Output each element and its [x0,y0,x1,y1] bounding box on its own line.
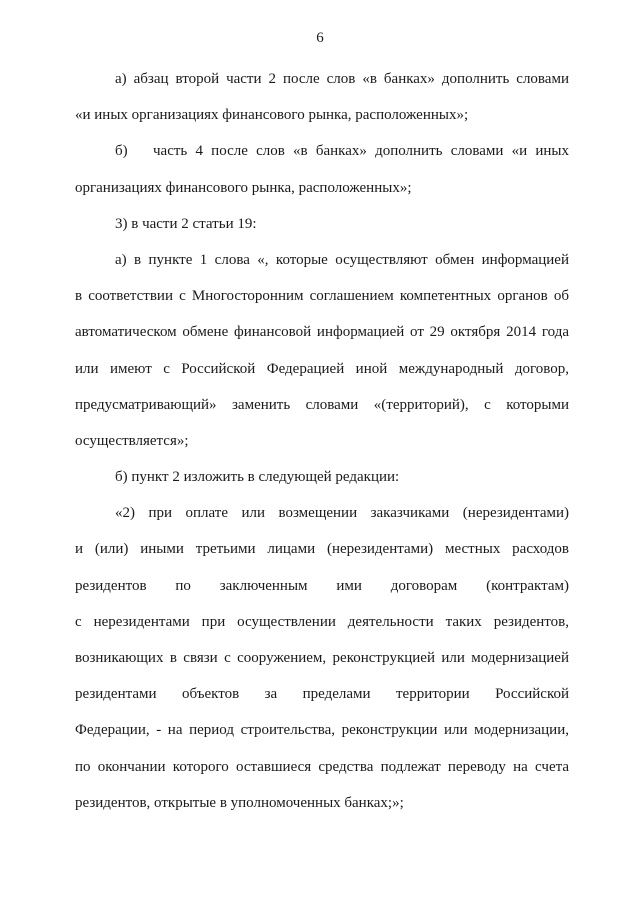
text-line: а) абзац второй части 2 после слов «в банках» дополнить словами [115,71,569,87]
text-line: с нерезидентами при осуществлении деятельности таких резидентов, [75,613,569,630]
paragraph-item-b [75,137,569,209]
text-line: осуществляется»; [75,432,189,449]
paragraph-quoted-text [75,499,569,825]
text-line: или имеют с Российской Федерацией иной международный договор, [75,360,569,377]
text-line: и (или) иными третьими лицами (нерезидентами) местных расходов [75,541,569,558]
text-line: 3) в части 2 статьи 19: [115,215,257,232]
text-line: «2) при оплате или возмещении заказчиками (нерезидентами) [115,505,569,522]
text-line: «и иных организациях финансового рынка, расположенных»; [75,107,469,124]
text-line: резидентов, открытые в уполномоченных банках;»; [75,794,404,811]
paragraph-item-a [75,65,569,137]
text-line: б) пункт 2 изложить в следующей редакции: [115,469,400,486]
paragraph-item-3a [75,246,569,463]
text-line: автоматическом обмене финансовой информацией от 29 октября 2014 года [75,324,569,341]
text-line: в соответствии с Многосторонним соглашением компетентных органов об [75,288,569,305]
text-line: резидентами объектов за пределами территории Российской [75,686,569,703]
paragraph-item-3 [75,210,569,246]
paragraph-item-3b [75,463,569,499]
text-line: организациях финансового рынка, расположенных»; [75,179,412,196]
page-number: 6 [316,30,324,46]
text-line: предусматривающий» заменить словами «(территорий), с которыми [75,396,569,413]
document-body [75,65,569,825]
text-line [75,137,569,173]
text-line: Федерации, - на период строительства, реконструкции или модернизации, [75,722,569,739]
text-line: резидентов по заключенным ими договорам (контрактам) [75,577,569,594]
text-line: по окончании которого оставшиеся средства подлежат переводу на счета [75,758,569,775]
list-marker: б) [115,143,128,160]
text-line: а) в пункте 1 слова «, которые осуществляют обмен информацией [115,251,569,268]
text-line: возникающих в связи с сооружением, реконструкцией или модернизацией [75,650,569,666]
text-line-content: часть 4 после слов «в банках» дополнить словами «и иных [153,143,569,160]
